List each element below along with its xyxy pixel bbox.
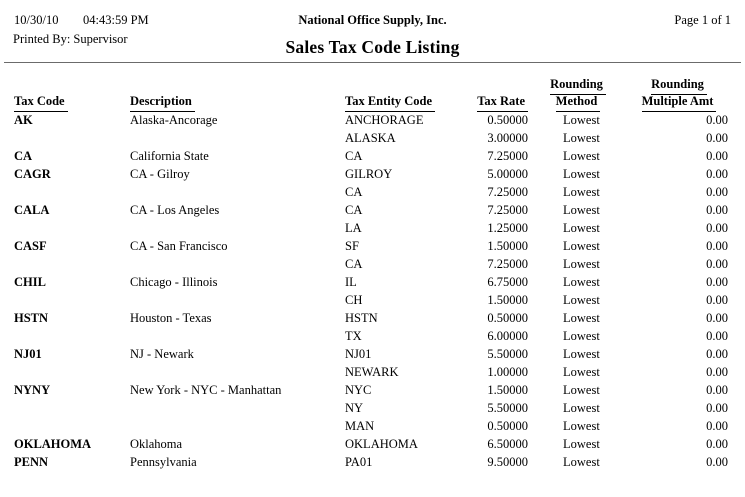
table-row <box>0 147 745 165</box>
tax-rate-cell: 7.25000 <box>487 185 528 199</box>
tax-rate-cell: 6.75000 <box>487 275 528 289</box>
tax-rate-cell: 3.00000 <box>487 131 528 145</box>
tax-entity-code-cell: NY <box>345 401 364 415</box>
tax-rate-cell: 7.25000 <box>487 149 528 163</box>
page-indicator: Page 1 of 1 <box>674 13 731 27</box>
tax-rate-cell: 5.50000 <box>487 347 528 361</box>
rounding-method-cell: Lowest <box>563 113 600 127</box>
table-row <box>0 309 745 327</box>
tax-rate-cell: 5.50000 <box>487 401 528 415</box>
header-divider-line <box>4 62 741 63</box>
tax-code-cell: PENN <box>14 455 49 469</box>
rounding-multiple-cell: 0.00 <box>706 437 728 451</box>
company-name: National Office Supply, Inc. <box>298 13 447 27</box>
tax-code-cell: OKLAHOMA <box>14 437 92 451</box>
description-cell: CA - San Francisco <box>130 239 228 253</box>
rounding-multiple-cell: 0.00 <box>706 401 728 415</box>
column-header-description: Description <box>130 93 195 112</box>
tax-entity-code-cell: MAN <box>345 419 375 433</box>
rounding-method-cell: Lowest <box>563 419 600 433</box>
table-row <box>0 345 745 363</box>
rounding-method-cell: Lowest <box>563 311 600 325</box>
tax-rate-cell: 1.50000 <box>487 383 528 397</box>
column-header-tax-rate: Tax Rate <box>428 93 528 112</box>
report-title: Sales Tax Code Listing <box>285 37 460 57</box>
rounding-method-cell: Lowest <box>563 347 600 361</box>
tax-code-cell: HSTN <box>14 311 49 325</box>
tax-entity-code-cell: NYC <box>345 383 372 397</box>
tax-entity-code-cell: LA <box>345 221 362 235</box>
tax-code-cell: CHIL <box>14 275 46 289</box>
tax-entity-code-cell: NEWARK <box>345 365 399 379</box>
rounding-method-cell: Lowest <box>563 365 600 379</box>
description-cell: New York - NYC - Manhattan <box>130 383 282 397</box>
table-row <box>0 129 745 147</box>
description-cell: Houston - Texas <box>130 311 212 325</box>
tax-entity-code-cell: TX <box>345 329 362 343</box>
tax-code-cell: CASF <box>14 239 47 253</box>
rounding-multiple-cell: 0.00 <box>706 329 728 343</box>
rounding-method-cell: Lowest <box>563 293 600 307</box>
tax-rate-cell: 0.50000 <box>487 311 528 325</box>
tax-code-cell: CAGR <box>14 167 51 181</box>
rounding-multiple-cell: 0.00 <box>706 275 728 289</box>
table-row <box>0 111 745 129</box>
rounding-multiple-cell: 0.00 <box>706 347 728 361</box>
table-row <box>0 363 745 381</box>
rounding-multiple-cell: 0.00 <box>706 365 728 379</box>
tax-entity-code-cell: CA <box>345 203 363 217</box>
rounding-multiple-cell: 0.00 <box>706 203 728 217</box>
description-cell: CA - Los Angeles <box>130 203 220 217</box>
tax-entity-code-cell: HSTN <box>345 311 378 325</box>
table-row <box>0 381 745 399</box>
tax-entity-code-cell: NJ01 <box>345 347 372 361</box>
tax-entity-code-cell: CA <box>345 185 363 199</box>
rounding-multiple-cell: 0.00 <box>706 185 728 199</box>
tax-rate-cell: 1.00000 <box>487 365 528 379</box>
rounding-multiple-cell: 0.00 <box>706 311 728 325</box>
print-date: 10/30/10 <box>14 13 59 27</box>
rounding-multiple-cell: 0.00 <box>706 167 728 181</box>
table-row <box>0 273 745 291</box>
tax-rate-cell: 0.50000 <box>487 113 528 127</box>
printed-by-label: Printed By: Supervisor <box>13 32 128 46</box>
tax-rate-cell: 9.50000 <box>487 455 528 469</box>
tax-entity-code-cell: PA01 <box>345 455 373 469</box>
table-row <box>0 237 745 255</box>
table-row <box>0 165 745 183</box>
table-row <box>0 219 745 237</box>
column-header-rounding-multiple-amt: Rounding Multiple Amt <box>630 76 728 110</box>
rounding-multiple-cell: 0.00 <box>706 131 728 145</box>
tax-entity-code-cell: OKLAHOMA <box>345 437 418 451</box>
tax-entity-code-cell: CA <box>345 257 363 271</box>
tax-entity-code-cell: ANCHORAGE <box>345 113 424 127</box>
tax-rate-cell: 6.50000 <box>487 437 528 451</box>
table-row <box>0 417 745 435</box>
tax-entity-code-cell: SF <box>345 239 359 253</box>
tax-rate-cell: 7.25000 <box>487 257 528 271</box>
table-row <box>0 291 745 309</box>
tax-rate-cell: 5.00000 <box>487 167 528 181</box>
rounding-method-cell: Lowest <box>563 401 600 415</box>
description-cell: California State <box>130 149 209 163</box>
rounding-multiple-cell: 0.00 <box>706 293 728 307</box>
rounding-method-cell: Lowest <box>563 257 600 271</box>
tax-rate-cell: 6.00000 <box>487 329 528 343</box>
rounding-method-cell: Lowest <box>563 221 600 235</box>
tax-entity-code-cell: IL <box>345 275 357 289</box>
description-cell: Chicago - Illinois <box>130 275 218 289</box>
table-row <box>0 399 745 417</box>
tax-entity-code-cell: CA <box>345 149 363 163</box>
tax-rate-cell: 0.50000 <box>487 419 528 433</box>
rounding-multiple-cell: 0.00 <box>706 239 728 253</box>
tax-entity-code-cell: CH <box>345 293 363 307</box>
rounding-method-cell: Lowest <box>563 185 600 199</box>
tax-code-cell: CA <box>14 149 33 163</box>
table-row <box>0 435 745 453</box>
rounding-method-cell: Lowest <box>563 383 600 397</box>
table-body <box>0 111 745 471</box>
description-cell: Alaska-Ancorage <box>130 113 218 127</box>
tax-rate-cell: 1.50000 <box>487 293 528 307</box>
rounding-method-cell: Lowest <box>563 131 600 145</box>
rounding-multiple-cell: 0.00 <box>706 419 728 433</box>
rounding-method-cell: Lowest <box>563 329 600 343</box>
table-row <box>0 201 745 219</box>
rounding-method-cell: Lowest <box>563 275 600 289</box>
rounding-multiple-cell: 0.00 <box>706 455 728 469</box>
rounding-multiple-cell: 0.00 <box>706 113 728 127</box>
rounding-multiple-cell: 0.00 <box>706 383 728 397</box>
tax-code-cell: AK <box>14 113 33 127</box>
rounding-method-cell: Lowest <box>563 149 600 163</box>
table-row <box>0 453 745 471</box>
description-cell: Pennsylvania <box>130 455 197 469</box>
description-cell: Oklahoma <box>130 437 183 451</box>
description-cell: CA - Gilroy <box>130 167 190 181</box>
table-row <box>0 183 745 201</box>
tax-rate-cell: 1.50000 <box>487 239 528 253</box>
rounding-multiple-cell: 0.00 <box>706 257 728 271</box>
tax-rate-cell: 1.25000 <box>487 221 528 235</box>
tax-code-cell: CALA <box>14 203 50 217</box>
rounding-method-cell: Lowest <box>563 203 600 217</box>
rounding-method-cell: Lowest <box>563 437 600 451</box>
rounding-method-cell: Lowest <box>563 455 600 469</box>
rounding-method-cell: Lowest <box>563 167 600 181</box>
print-time: 04:43:59 PM <box>83 13 149 27</box>
table-row <box>0 255 745 273</box>
rounding-multiple-cell: 0.00 <box>706 221 728 235</box>
tax-code-cell: NJ01 <box>14 347 42 361</box>
tax-entity-code-cell: ALASKA <box>345 131 396 145</box>
description-cell: NJ - Newark <box>130 347 194 361</box>
tax-code-cell: NYNY <box>14 383 51 397</box>
table-row <box>0 327 745 345</box>
tax-rate-cell: 7.25000 <box>487 203 528 217</box>
column-header-rounding-method: Rounding Method <box>536 76 620 110</box>
rounding-method-cell: Lowest <box>563 239 600 253</box>
rounding-multiple-cell: 0.00 <box>706 149 728 163</box>
column-header-tax-code: Tax Code <box>14 93 68 112</box>
tax-entity-code-cell: GILROY <box>345 167 393 181</box>
column-header-tax-entity-code: Tax Entity Code <box>345 93 435 112</box>
